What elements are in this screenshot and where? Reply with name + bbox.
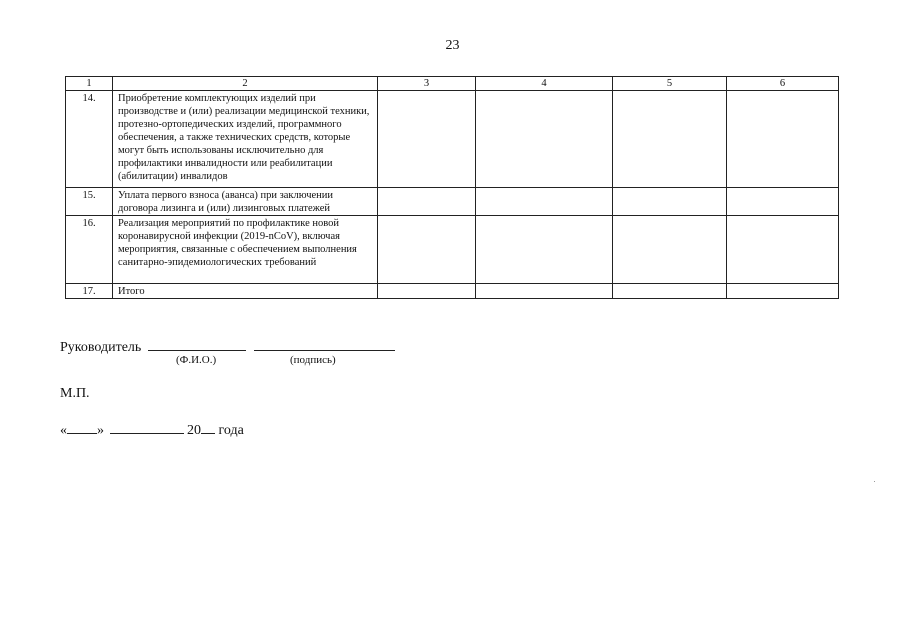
name-blank [148,338,246,351]
row-number: 16. [66,216,113,284]
table-row [66,284,839,299]
year-suffix: года [218,423,244,438]
name-caption: (Ф.И.О.) [176,354,217,366]
column-header-4: 4 [476,77,613,91]
page-number: 23 [445,38,460,53]
table-cell [613,284,727,299]
month-blank [110,421,184,434]
table-cell [727,188,839,216]
signature-caption: (подпись) [290,354,336,366]
year-prefix: 20 [187,423,201,438]
table-cell [476,284,613,299]
table-cell [613,188,727,216]
day-blank [67,421,97,434]
row-number: 15. [66,188,113,216]
row-number: 17. [66,284,113,299]
table-cell [613,216,727,284]
row-description: Итого [113,284,378,299]
close-quote: » [97,423,104,438]
stamp-place: М.П. [60,386,90,401]
table-cell [727,216,839,284]
table-cell [727,91,839,188]
table-cell [378,216,476,284]
signature-blank [254,338,395,351]
date-line [60,421,244,439]
scan-speck [874,481,875,482]
table-cell [378,188,476,216]
column-header-1: 1 [66,77,113,91]
row-description: Приобретение комплектующих изделий при производстве и (или) реализации медицинской техники, протезно-ортопедических изделий, программного обеспечения, а также технических средств, которые могут быть использованы исключительно для профилактики инвалидности или реабилитации (абилитации) инвалидов [113,91,378,188]
column-header-2: 2 [113,77,378,91]
column-header-6: 6 [727,77,839,91]
table-cell [613,91,727,188]
report-table [65,76,839,299]
column-header-3: 3 [378,77,476,91]
table-cell [378,91,476,188]
table-cell [476,188,613,216]
column-header-5: 5 [613,77,727,91]
table-cell [727,284,839,299]
table-cell [378,284,476,299]
signature-label: Руководитель [60,340,142,355]
table-cell [476,91,613,188]
signature-line [60,338,395,356]
table-row [66,216,839,284]
row-description: Уплата первого взноса (аванса) при заключении договора лизинга и (или) лизинговых платежей [113,188,378,216]
table-header-row [66,77,839,91]
row-number: 14. [66,91,113,188]
year-blank [201,421,215,434]
table-row [66,188,839,216]
table-row [66,91,839,188]
table-cell [476,216,613,284]
open-quote: « [60,423,67,438]
row-description: Реализация мероприятий по профилактике новой коронавирусной инфекции (2019-nCoV), включая мероприятия, связанные с обеспечением выполнения санитарно-эпидемиологических требований [113,216,378,284]
